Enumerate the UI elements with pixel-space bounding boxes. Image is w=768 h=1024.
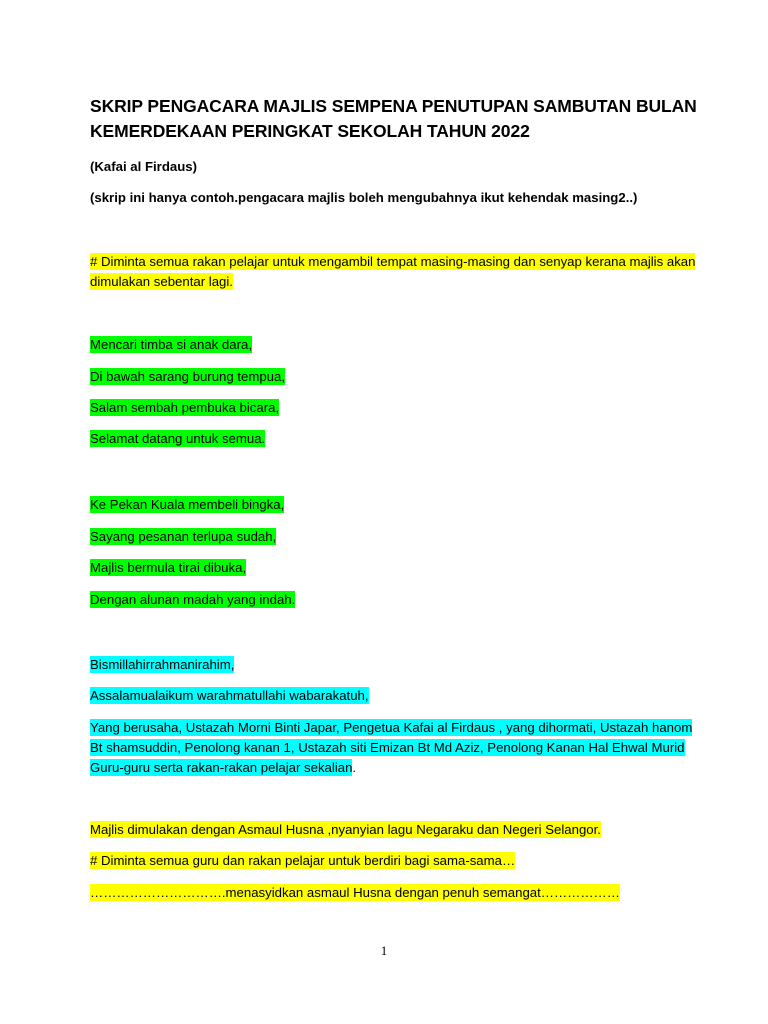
script-note: (skrip ini hanya contoh.pengacara majlis boleh mengubahnya ikut kehendak masing2..) [90, 190, 638, 205]
paragraph-suffix: . [352, 760, 357, 775]
author-line: (Kafai al Firdaus) [90, 159, 197, 174]
greeting-line [90, 655, 700, 675]
pantun-line [90, 429, 700, 449]
paragraph-text: Majlis bermula tirai dibuka, [90, 560, 247, 575]
pantun-line [90, 398, 700, 418]
paragraph-text: Yang berusaha, Ustazah Morni Binti Japar, Pengetua Kafai al Firdaus , yang dihormati, Ustazah hanom Bt shamsuddin, Penolong kanan 1, Ustazah siti Emizan Bt Md Aziz, Penolong Kanan Hal Ehwal Murid Guru-guru serta rakan-rakan pelajar sekalian [90, 720, 693, 775]
salutation-paragraph [90, 718, 700, 778]
paragraph-text: # Diminta semua guru dan rakan pelajar untuk berdiri bagi sama-sama… [90, 853, 516, 868]
document-title: SKRIP PENGACARA MAJLIS SEMPENA PENUTUPAN SAMBUTAN BULAN KEMERDEKAAN PERINGKAT SEKOLAH TAHUN 2022 [90, 96, 697, 141]
paragraph-text: Di bawah sarang burung tempua, [90, 369, 286, 384]
pantun-line [90, 527, 700, 547]
paragraph-text: Salam sembah pembuka bicara, [90, 400, 280, 415]
paragraph-text: ………………………….menasyidkan asmaul Husna dengan penuh semangat……………… [90, 885, 620, 900]
paragraph-text: Assalamualaikum warahmatullahi wabarakatuh, [90, 688, 369, 703]
paragraph-text: Selamat datang untuk semua. [90, 431, 266, 446]
pantun-line [90, 335, 700, 355]
pantun-line [90, 590, 700, 610]
pantun-line [90, 367, 700, 387]
paragraph-text: # Diminta semua rakan pelajar untuk mengambil tempat masing-masing dan senyap kerana majlis akan dimulakan sebentar lagi. [90, 254, 696, 289]
pantun-line [90, 495, 700, 515]
pantun-line [90, 558, 700, 578]
paragraph-text: Ke Pekan Kuala membeli bingka, [90, 497, 285, 512]
paragraph-text: Mencari timba si anak dara, [90, 337, 252, 352]
paragraph-text: Bismillahirrahmanirahim, [90, 657, 235, 672]
page-number: 1 [380, 943, 388, 958]
greeting-line [90, 686, 700, 706]
instruction-line [90, 851, 700, 871]
instruction-line [90, 883, 700, 903]
paragraph-text: Majlis dimulakan dengan Asmaul Husna ,nyanyian lagu Negaraku dan Negeri Selangor. [90, 822, 601, 837]
program-line [90, 820, 700, 840]
paragraph-text: Dengan alunan madah yang indah. [90, 592, 296, 607]
paragraph-text: Sayang pesanan terlupa sudah, [90, 529, 277, 544]
paragraph-intro [90, 252, 700, 292]
